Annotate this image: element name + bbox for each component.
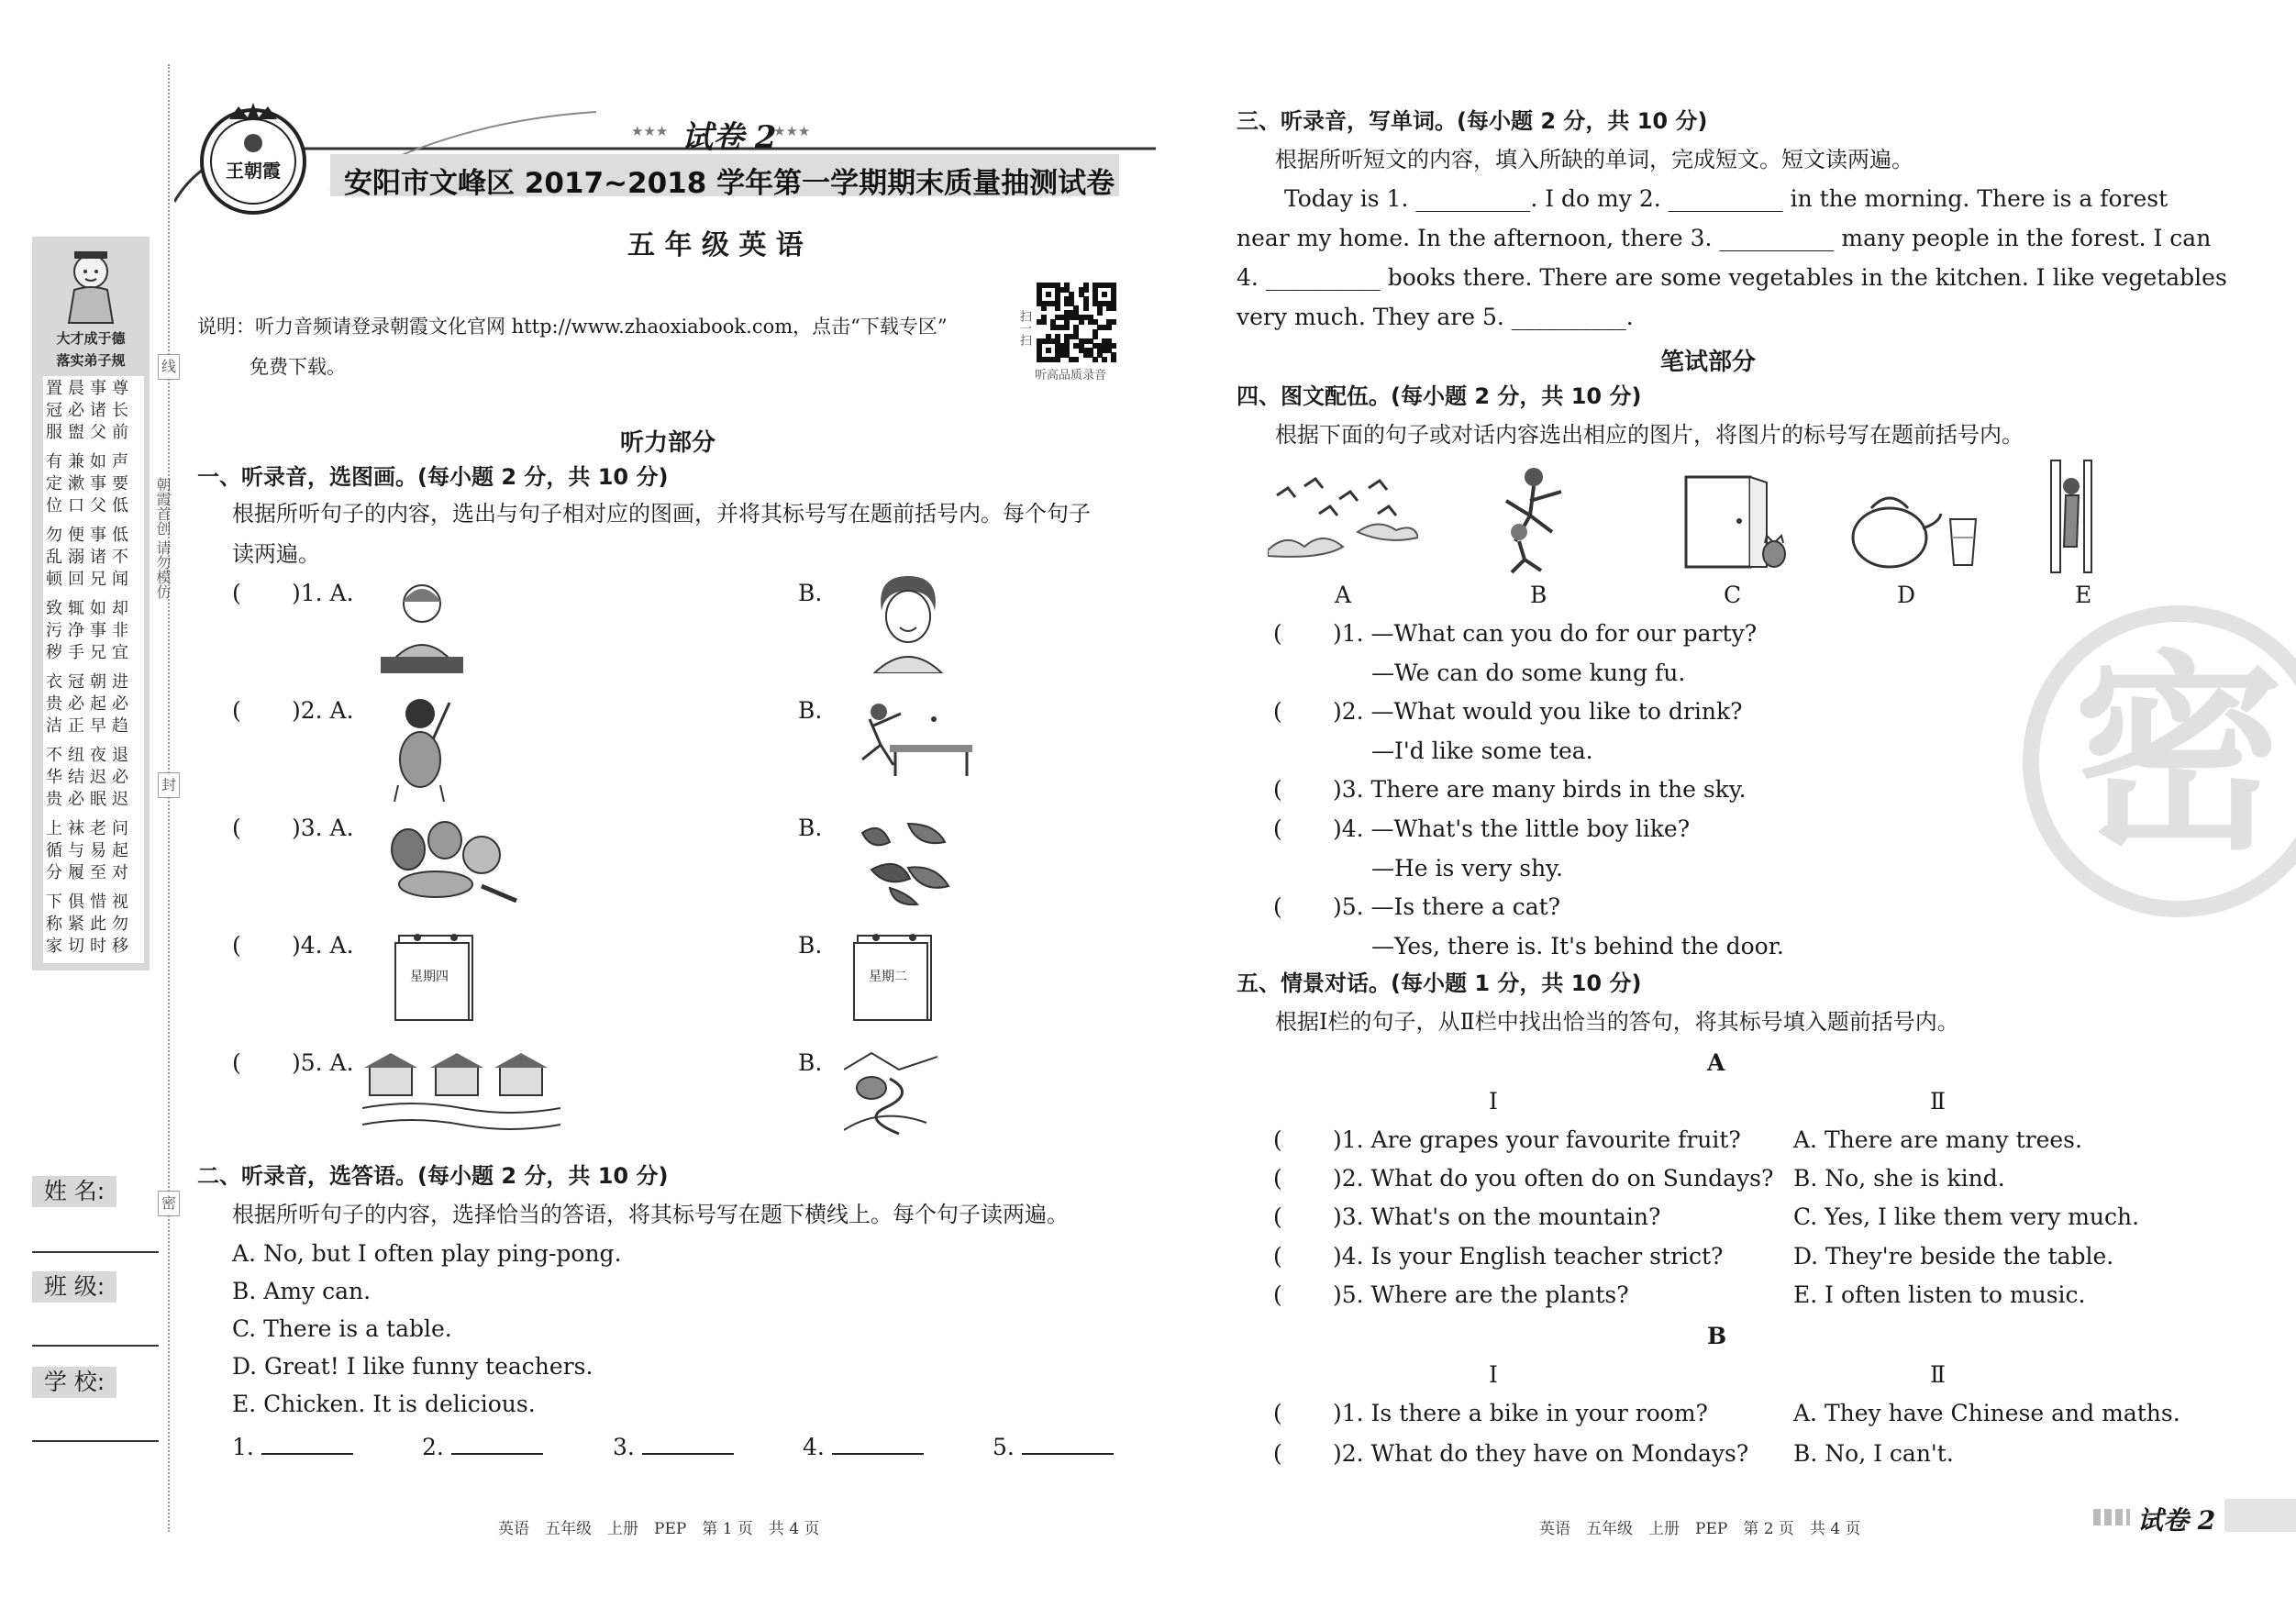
footer-right: 英语 五年级 上册 PEP 第 2 页 共 4 页: [1539, 1520, 1861, 1538]
qr-module: [1046, 292, 1051, 297]
sidebar-poem-column: 置晨事尊: [46, 379, 134, 398]
watermark-char: 密: [2072, 634, 2284, 879]
s2-answer-1[interactable]: [232, 1433, 353, 1458]
s4-c-door-cat-picture: [1679, 475, 1787, 569]
s4-label-a: A: [1335, 582, 1352, 608]
s1-4b-calendar-text: 星期二: [869, 970, 907, 984]
s2-answer-5-blank[interactable]: [1022, 1433, 1114, 1455]
qr-module: [1111, 357, 1116, 362]
section3-title: 三、听录音，写单词。(每小题 2 分，共 10 分): [1237, 108, 1708, 134]
s5-part-b-col1: Ⅰ: [1489, 1361, 1498, 1388]
s3-passage-line-1: Today is 1. __________. I do my 2. __________ in the morning. There is a forest: [1284, 185, 2168, 212]
section5-instruction: 根据Ⅰ栏的句子，从Ⅱ栏中找出恰当的答句，将其标号填入题前括号内。: [1275, 1009, 1959, 1035]
s4-b-kung-fu-picture: [1488, 464, 1570, 574]
section1-instruction-2: 读两遍。: [232, 541, 320, 567]
sidebar-vertical-note: 朝霞首创 请勿模仿: [154, 477, 172, 600]
s5a-q3-paren[interactable]: (: [1273, 1203, 1282, 1230]
s5b-a2: B. No, I can't.: [1793, 1440, 1954, 1467]
header-note-line1: 说明：听力音频请登录朝霞文化官网 http://www.zhaoxiabook.com，点击“下载专区”: [197, 316, 948, 338]
s2-answer-4[interactable]: [803, 1433, 924, 1458]
s1-4a-calendar-text: 星期四: [410, 970, 449, 984]
s4-a-birds-picture: [1268, 477, 1418, 560]
s5a-a3: C. Yes, I like them very much.: [1793, 1203, 2140, 1230]
s5a-a1: A. There are many trees.: [1793, 1126, 2082, 1153]
s4-line-1: )1. —What can you do for our party?: [1333, 620, 1758, 647]
sidebar-poem-column: 循与易起: [46, 841, 134, 860]
sidebar-poem-column: 勿便事低: [46, 526, 134, 545]
footer-tag-bar: [2224, 1499, 2296, 1532]
s5a-q2: )2. What do you often do on Sundays?: [1333, 1165, 1774, 1192]
sidebar-poem-column: 上袜老问: [46, 819, 134, 838]
sidebar-poem-column: 有兼如声: [46, 452, 134, 471]
sidebar-poem-column: 华结迟必: [46, 768, 134, 787]
s1-1b-woman-picture: [867, 571, 949, 673]
s5b-a1: A. They have Chinese and maths.: [1793, 1400, 2180, 1426]
qr-module: [1073, 357, 1079, 362]
s1-item-4-b: B.: [798, 932, 823, 959]
s1-item-1-paren[interactable]: (: [232, 580, 241, 606]
s5-part-a-label: A: [1707, 1049, 1725, 1076]
s2-answer-4-blank[interactable]: [832, 1433, 924, 1455]
section1-title: 一、听录音，选图画。(每小题 2 分，共 10 分): [197, 464, 669, 490]
s5b-q1: )1. Is there a bike in your room?: [1333, 1400, 1708, 1426]
s5a-a4: D. They're beside the table.: [1793, 1243, 2114, 1270]
header-note-line2: 免费下载。: [250, 356, 346, 378]
s5b-q2-paren[interactable]: (: [1273, 1440, 1282, 1467]
header-stars-right: ★★★: [773, 123, 811, 139]
s4-line-8-paren[interactable]: (: [1273, 893, 1282, 920]
s5a-a2: B. No, she is kind.: [1793, 1165, 2005, 1192]
s1-1a-teacher-picture: [381, 576, 463, 675]
s1-3a-vegetables-picture: [381, 813, 518, 906]
sidebar-poem-column: 冠必诸长: [46, 401, 134, 420]
section5-title: 五、情景对话。(每小题 1 分，共 10 分): [1237, 970, 1642, 996]
sidebar-poem-column: 位口父低: [46, 496, 134, 516]
sidebar-poem-column: 乱溺诸不: [46, 548, 134, 567]
s3-passage-line-3: 4. __________ books there. There are some vegetables in the kitchen. I like vegetables: [1237, 264, 2227, 291]
qr-module: [1102, 292, 1107, 297]
name-label: 姓 名:: [32, 1176, 116, 1207]
s1-item-2-b: B.: [798, 697, 823, 724]
sidebar-motto-2: 落实弟子规: [56, 352, 126, 369]
seal-label-feng: 封: [158, 772, 180, 798]
qr-module: [1111, 305, 1116, 311]
qr-module: [1106, 325, 1112, 330]
exam-label: 试卷 2: [682, 119, 777, 156]
sidebar-poem-column: 不纽夜退: [46, 746, 134, 765]
scholar-illustration: [50, 244, 131, 325]
school-field[interactable]: [32, 1440, 159, 1442]
s4-label-e: E: [2075, 582, 2092, 608]
name-field[interactable]: [32, 1251, 159, 1253]
s4-label-b: B: [1530, 582, 1547, 608]
sidebar-poem-grid: [46, 378, 138, 960]
qr-code[interactable]: [1037, 283, 1115, 361]
s2-option-e: E. Chicken. It is delicious.: [232, 1391, 536, 1417]
s4-line-7: —He is very shy.: [1371, 855, 1563, 882]
brand-logo-text: 王朝霞: [226, 160, 281, 182]
s4-label-d: D: [1897, 582, 1916, 608]
seal-label-mi: 密: [158, 1191, 180, 1216]
sidebar-poem-column: 贵必眠迟: [46, 790, 134, 809]
s2-answer-2[interactable]: [422, 1433, 543, 1458]
listening-heading: 听力部分: [620, 429, 716, 457]
header-stars-left: ★★★: [631, 123, 669, 139]
section3-instruction: 根据所听短文的内容，填入所缺的单词，完成短文。短文读两遍。: [1275, 147, 1913, 172]
s4-line-1-paren[interactable]: (: [1273, 620, 1282, 647]
s5a-q1: )1. Are grapes your favourite fruit?: [1333, 1126, 1741, 1153]
s5a-q3: )3. What's on the mountain?: [1333, 1203, 1661, 1230]
sidebar-poem-column: 服盥父前: [46, 423, 134, 442]
qr-caption: 听高品质录音: [1035, 369, 1107, 383]
s1-item-5-b: B.: [798, 1049, 823, 1076]
s4-d-teapot-picture: [1844, 486, 1981, 569]
s1-2b-ping-pong-picture: [844, 699, 974, 776]
s5a-q1-paren[interactable]: (: [1273, 1126, 1282, 1153]
s1-item-1-label: )1. A.: [292, 580, 354, 606]
s5-part-b-label: B: [1707, 1323, 1727, 1349]
s2-answer-1-blank[interactable]: [261, 1433, 353, 1455]
s5a-q4: )4. Is your English teacher strict?: [1333, 1243, 1724, 1270]
s5a-a5: E. I often listen to music.: [1793, 1281, 2086, 1308]
s2-answer-5-num: 5.: [993, 1434, 1015, 1460]
binding-dotted-line: [168, 64, 170, 1532]
s1-item-1-b: B.: [798, 580, 823, 606]
s4-line-5: )3. There are many birds in the sky.: [1333, 776, 1747, 803]
s5a-q5: )5. Where are the plants?: [1333, 1281, 1629, 1308]
s1-item-5-label: )5. A.: [292, 1049, 354, 1076]
s4-line-6-paren[interactable]: (: [1273, 815, 1282, 842]
s4-line-3: )2. —What would you like to drink?: [1333, 698, 1743, 725]
s1-2a-pipa-player-picture: [385, 693, 459, 802]
s1-item-3-paren[interactable]: (: [232, 815, 241, 841]
s5b-q1-paren[interactable]: (: [1273, 1400, 1282, 1426]
qr-module: [1064, 325, 1070, 330]
qr-module: [1046, 348, 1051, 353]
s1-item-4-label: )4. A.: [292, 932, 354, 959]
s1-item-5-paren[interactable]: (: [232, 1049, 241, 1076]
section4-title: 四、图文配伍。(每小题 2 分，共 10 分): [1237, 383, 1642, 409]
s4-line-6: )4. —What's the little boy like?: [1333, 815, 1691, 842]
sidebar-poem-column: 分履至对: [46, 863, 134, 882]
s2-answer-1-num: 1.: [232, 1434, 254, 1460]
s4-line-2: —We can do some kung fu.: [1371, 660, 1686, 686]
s4-line-4: —I'd like some tea.: [1371, 738, 1593, 764]
sidebar-poem-column: 称紧此勿: [46, 915, 134, 934]
s2-option-a: A. No, but I often play ping-pong.: [232, 1240, 622, 1267]
s1-item-4-paren[interactable]: (: [232, 932, 241, 959]
seal-label-xian: 线: [158, 354, 180, 380]
s5a-q2-paren[interactable]: (: [1273, 1165, 1282, 1192]
exam-subject: 五 年 级 英 语: [627, 229, 804, 261]
qr-module: [1097, 310, 1103, 316]
s4-line-8: )5. —Is there a cat?: [1333, 893, 1561, 920]
s5a-q4-paren[interactable]: (: [1273, 1243, 1282, 1270]
s4-line-5-paren[interactable]: (: [1273, 776, 1282, 803]
s5b-q2: )2. What do they have on Mondays?: [1333, 1440, 1749, 1467]
sidebar-poem-column: 污净事非: [46, 621, 134, 640]
s5-part-a-col1: Ⅰ: [1489, 1088, 1498, 1115]
qr-module: [1055, 357, 1060, 362]
s2-answer-3[interactable]: [613, 1433, 734, 1458]
sidebar-poem-column: 定漱事要: [46, 474, 134, 494]
qr-module: [1102, 357, 1107, 362]
s2-answer-4-num: 4.: [803, 1434, 825, 1460]
s5a-q5-paren[interactable]: (: [1273, 1281, 1282, 1308]
s4-label-c: C: [1724, 582, 1742, 608]
s2-option-d: D. Great! I like funny teachers.: [232, 1353, 593, 1380]
sidebar-poem-column: 贵必起必: [46, 694, 134, 714]
s5-part-b-col2: Ⅱ: [1930, 1361, 1946, 1388]
sidebar-poem-column: 衣冠朝进: [46, 672, 134, 692]
section4-instruction: 根据下面的句子或对话内容选出相应的图片，将图片的标号写在题前括号内。: [1275, 422, 2024, 448]
section2-title: 二、听录音，选答语。(每小题 2 分，共 10 分): [197, 1163, 669, 1189]
s4-e-shy-boy-picture: [2049, 459, 2104, 574]
sidebar-poem-column: 秽手兄宜: [46, 643, 134, 662]
s1-item-2-label: )2. A.: [292, 697, 354, 724]
s1-item-3-label: )3. A.: [292, 815, 354, 841]
written-heading: 笔试部分: [1660, 349, 1757, 376]
s4-line-3-paren[interactable]: (: [1273, 698, 1282, 725]
s2-answer-3-num: 3.: [613, 1434, 635, 1460]
sidebar-poem-column: 家切时移: [46, 937, 134, 956]
sidebar-poem-column: 顿回兄闻: [46, 570, 134, 589]
school-label: 学 校:: [32, 1367, 116, 1398]
s2-answer-2-blank[interactable]: [451, 1433, 543, 1455]
exam-title: 安阳市文峰区 2017~2018 学年第一学期期末质量抽测试卷: [344, 167, 1115, 200]
s3-passage-line-2: near my home. In the afternoon, there 3. __________ many people in the forest. I can: [1237, 225, 2212, 251]
qr-side-text: 扫一扫: [1017, 310, 1031, 346]
sidebar-motto-1: 大才成于德: [56, 330, 126, 347]
s1-item-2-paren[interactable]: (: [232, 697, 241, 724]
s5-part-a-col2: Ⅱ: [1930, 1088, 1946, 1115]
class-field[interactable]: [32, 1345, 159, 1347]
s1-3b-peppers-picture: [853, 815, 954, 906]
sidebar-poem-column: 致辄如却: [46, 599, 134, 618]
s2-option-b: B. Amy can.: [232, 1278, 372, 1304]
qr-module: [1083, 305, 1089, 311]
s1-5a-houses-river-picture: [362, 1051, 560, 1132]
footer-tag: 试卷 2: [2137, 1505, 2216, 1536]
footer-left: 英语 五年级 上册 PEP 第 1 页 共 4 页: [498, 1520, 820, 1538]
class-label: 班 级:: [32, 1271, 116, 1303]
footer-tag-dots: [2093, 1509, 2130, 1525]
sidebar-poem-column: 下俱惜视: [46, 893, 134, 912]
s2-answer-5[interactable]: [993, 1433, 1114, 1458]
qr-module: [1093, 357, 1098, 362]
s2-answer-2-num: 2.: [422, 1434, 444, 1460]
s2-answer-3-blank[interactable]: [642, 1433, 734, 1455]
s1-5b-mountain-path-picture: [844, 1051, 937, 1136]
section2-instruction: 根据所听句子的内容，选择恰当的答语，将其标号写在题下横线上。每个句子读两遍。: [232, 1202, 1069, 1227]
section1-instruction: 根据所听句子的内容，选出与句子相对应的图画，并将其标号写在题前括号内。每个句子: [232, 501, 1091, 527]
s4-line-9: —Yes, there is. It's behind the door.: [1371, 933, 1784, 959]
qr-module: [1055, 305, 1060, 311]
s2-option-c: C. There is a table.: [232, 1315, 452, 1342]
qr-module: [1041, 305, 1047, 311]
qr-module: [1041, 319, 1047, 325]
s3-passage-line-4: very much. They are 5. __________.: [1237, 304, 1634, 330]
s1-item-3-b: B.: [798, 815, 823, 841]
sidebar-poem-column: 洁正早趋: [46, 716, 134, 736]
